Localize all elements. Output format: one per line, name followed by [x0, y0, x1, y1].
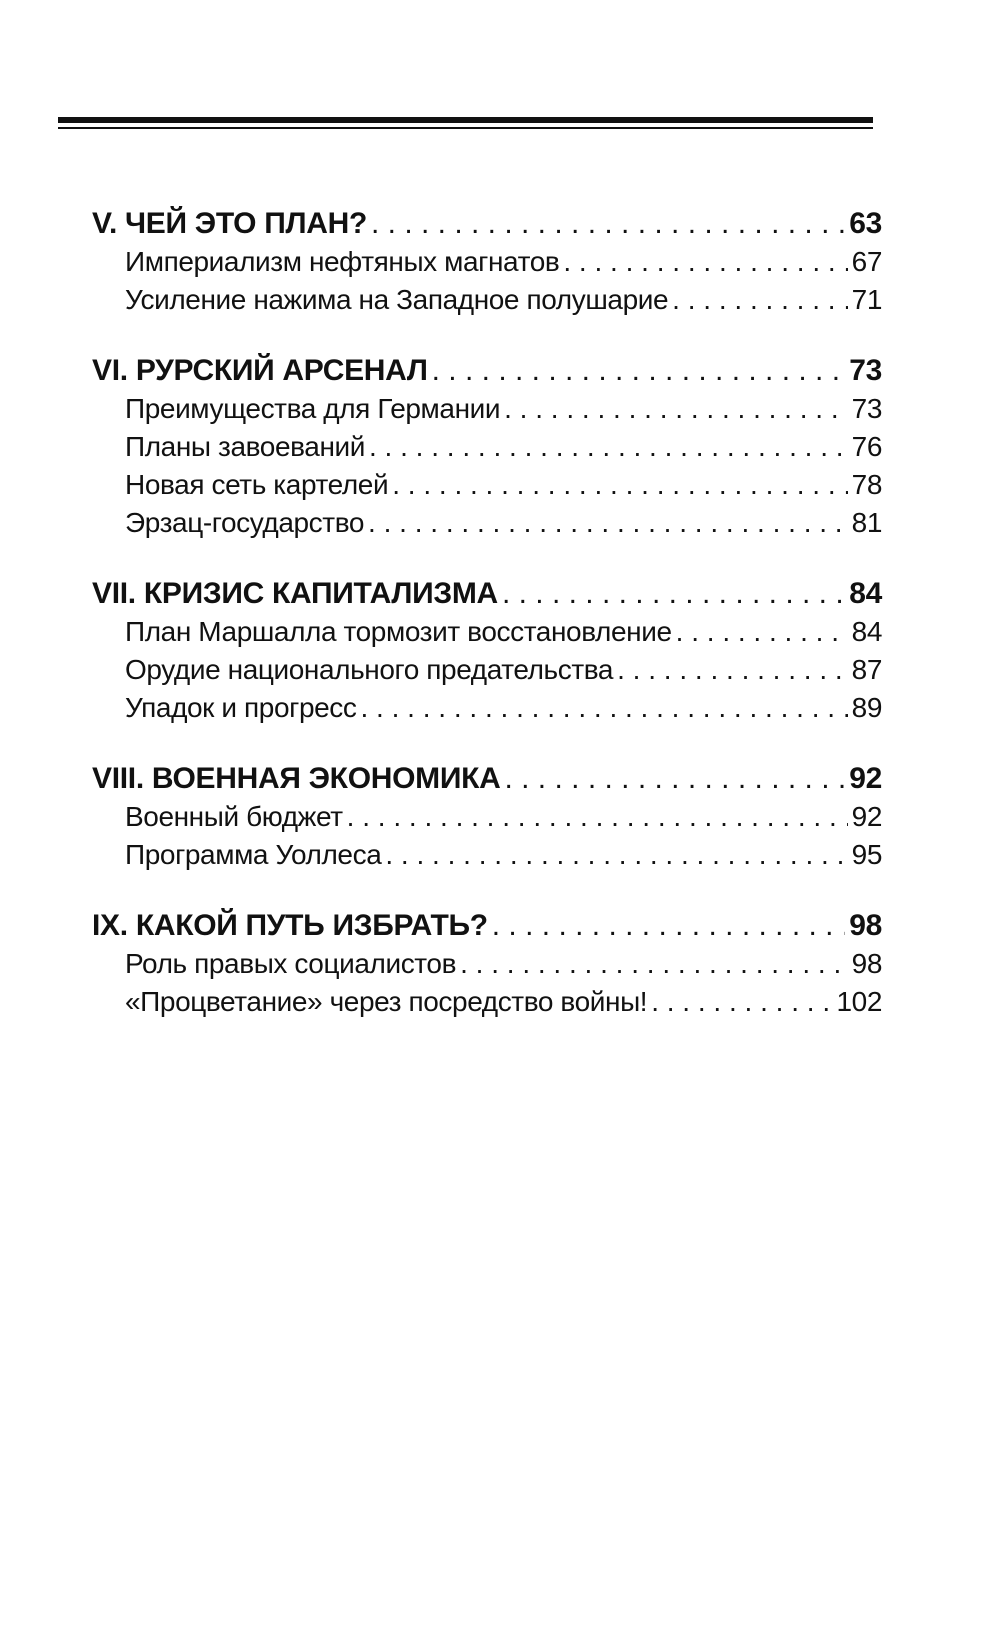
dot-leader	[504, 760, 845, 798]
subsection-entry[interactable]	[92, 689, 882, 727]
subsection-page-number: 67	[851, 246, 882, 277]
toc-section	[92, 352, 882, 542]
dot-leader	[492, 907, 845, 945]
dot-leader	[368, 504, 848, 542]
subsection-page-number: 78	[851, 469, 882, 500]
dot-leader	[676, 613, 848, 651]
dot-leader	[347, 798, 848, 836]
chapter-page-number: 84	[849, 577, 882, 610]
subsection-title: План Маршалла тормозит восстановление	[125, 616, 672, 647]
chapter-page-number: 63	[849, 207, 882, 240]
subsection-entry[interactable]	[92, 613, 882, 651]
subsection-entry[interactable]	[92, 428, 882, 466]
header-rule-thick	[58, 117, 873, 123]
dot-leader	[617, 651, 848, 689]
subsection-page-number: 71	[851, 284, 882, 315]
dot-leader	[502, 575, 845, 613]
chapter-page-number: 98	[849, 909, 882, 942]
chapter-page-number: 92	[849, 762, 882, 795]
toc-section	[92, 907, 882, 1021]
dot-leader	[672, 281, 847, 319]
toc-section	[92, 760, 882, 874]
dot-leader	[369, 428, 848, 466]
chapter-entry[interactable]	[92, 575, 882, 613]
dot-leader	[392, 466, 847, 504]
subsection-title: «Процветание» через посредство войны!	[125, 986, 648, 1017]
subsection-page-number: 87	[851, 654, 882, 685]
chapter-page-number: 73	[849, 354, 882, 387]
header-rule-thin	[58, 127, 873, 129]
dot-leader	[460, 945, 848, 983]
subsection-title: Усиление нажима на Западное полушарие	[125, 284, 669, 315]
subsection-page-number: 84	[851, 616, 882, 647]
subsection-title: Роль правых социалистов	[125, 948, 457, 979]
subsection-title: Орудие национального предательства	[125, 654, 614, 685]
subsection-title: Эрзац-государство	[125, 507, 365, 538]
subsection-entry[interactable]	[92, 243, 882, 281]
chapter-entry[interactable]	[92, 907, 882, 945]
subsection-title: Упадок и прогресс	[125, 692, 357, 723]
chapter-entry[interactable]	[92, 205, 882, 243]
chapter-title: VIII. ВОЕННАЯ ЭКОНОМИКА	[92, 762, 501, 795]
subsection-title: Планы завоеваний	[125, 431, 365, 462]
chapter-title: IX. КАКОЙ ПУТЬ ИЗБРАТЬ?	[92, 909, 488, 942]
dot-leader	[563, 243, 847, 281]
subsection-title: Преимущества для Германии	[125, 393, 501, 424]
subsection-entry[interactable]	[92, 466, 882, 504]
subsection-title: Программа Уоллеса	[125, 839, 382, 870]
subsection-page-number: 76	[851, 431, 882, 462]
dot-leader	[504, 390, 848, 428]
dot-leader	[371, 205, 845, 243]
dot-leader	[361, 689, 848, 727]
chapter-entry[interactable]	[92, 760, 882, 798]
subsection-entry[interactable]	[92, 281, 882, 319]
subsection-entry[interactable]	[92, 836, 882, 874]
subsection-page-number: 102	[836, 986, 882, 1017]
subsection-page-number: 92	[851, 801, 882, 832]
chapter-entry[interactable]	[92, 352, 882, 390]
subsection-entry[interactable]	[92, 504, 882, 542]
chapter-title: VII. КРИЗИС КАПИТАЛИЗМА	[92, 577, 498, 610]
dot-leader	[651, 983, 832, 1021]
subsection-page-number: 89	[851, 692, 882, 723]
chapter-title: V. ЧЕЙ ЭТО ПЛАН?	[92, 207, 367, 240]
subsection-title: Новая сеть картелей	[125, 469, 389, 500]
subsection-page-number: 73	[851, 393, 882, 424]
toc-section	[92, 575, 882, 727]
subsection-page-number: 81	[851, 507, 882, 538]
dot-leader	[385, 836, 847, 874]
subsection-page-number: 95	[851, 839, 882, 870]
subsection-title: Военный бюджет	[125, 801, 343, 832]
chapter-title: VI. РУРСКИЙ АРСЕНАЛ	[92, 354, 428, 387]
subsection-title: Империализм нефтяных магнатов	[125, 246, 560, 277]
table-of-contents	[92, 205, 882, 1054]
toc-section	[92, 205, 882, 319]
dot-leader	[432, 352, 846, 390]
subsection-entry[interactable]	[92, 651, 882, 689]
subsection-page-number: 98	[851, 948, 882, 979]
subsection-entry[interactable]	[92, 945, 882, 983]
subsection-entry[interactable]	[92, 983, 882, 1021]
subsection-entry[interactable]	[92, 390, 882, 428]
subsection-entry[interactable]	[92, 798, 882, 836]
